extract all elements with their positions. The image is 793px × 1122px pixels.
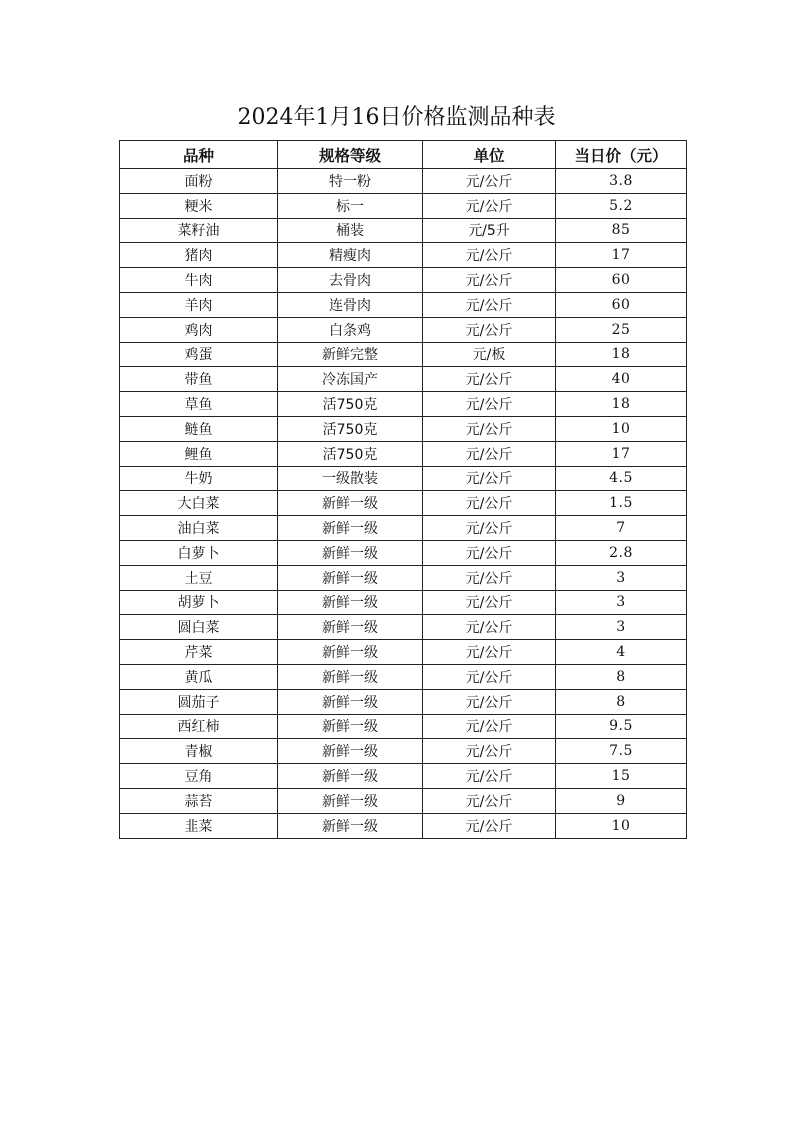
table-row (120, 466, 687, 491)
table-row (120, 169, 687, 194)
cell-grade: 活750克 (278, 416, 423, 441)
table-row (120, 441, 687, 466)
cell-price: 4.5 (556, 466, 687, 491)
table-row (120, 540, 687, 565)
cell-price: 10 (556, 813, 687, 838)
cell-unit: 元/公斤 (423, 268, 556, 293)
cell-grade: 白条鸡 (278, 317, 423, 342)
table-row (120, 218, 687, 243)
cell-unit: 元/公斤 (423, 169, 556, 194)
cell-price: 17 (556, 441, 687, 466)
cell-price: 60 (556, 292, 687, 317)
cell-grade: 活750克 (278, 441, 423, 466)
cell-grade: 一级散装 (278, 466, 423, 491)
cell-variety: 鸡蛋 (120, 342, 278, 367)
table-row (120, 193, 687, 218)
cell-variety: 胡萝卜 (120, 590, 278, 615)
header-row (120, 141, 687, 169)
cell-price: 9.5 (556, 714, 687, 739)
cell-variety: 鲤鱼 (120, 441, 278, 466)
cell-variety: 青椒 (120, 739, 278, 764)
cell-unit: 元/公斤 (423, 764, 556, 789)
cell-variety: 豆角 (120, 764, 278, 789)
cell-grade: 冷冻国产 (278, 367, 423, 392)
table-row (120, 516, 687, 541)
header-price: 当日价（元） (556, 141, 687, 169)
cell-unit: 元/公斤 (423, 466, 556, 491)
cell-grade: 特一粉 (278, 169, 423, 194)
cell-grade: 新鲜一级 (278, 664, 423, 689)
cell-price: 17 (556, 243, 687, 268)
cell-grade: 新鲜一级 (278, 714, 423, 739)
table-header (120, 141, 687, 169)
cell-unit: 元/公斤 (423, 813, 556, 838)
cell-unit: 元/公斤 (423, 664, 556, 689)
cell-grade: 新鲜一级 (278, 689, 423, 714)
cell-variety: 大白菜 (120, 491, 278, 516)
table-row (120, 689, 687, 714)
cell-price: 18 (556, 342, 687, 367)
cell-price: 3 (556, 565, 687, 590)
cell-variety: 粳米 (120, 193, 278, 218)
cell-price: 7.5 (556, 739, 687, 764)
header-variety: 品种 (120, 141, 278, 169)
table-row (120, 268, 687, 293)
table-row (120, 243, 687, 268)
cell-price: 40 (556, 367, 687, 392)
cell-price: 3 (556, 615, 687, 640)
table-row (120, 764, 687, 789)
cell-price: 2.8 (556, 540, 687, 565)
cell-unit: 元/公斤 (423, 292, 556, 317)
cell-unit: 元/5升 (423, 218, 556, 243)
cell-variety: 鸡肉 (120, 317, 278, 342)
cell-grade: 新鲜一级 (278, 565, 423, 590)
cell-unit: 元/公斤 (423, 615, 556, 640)
table-row (120, 788, 687, 813)
cell-variety: 圆茄子 (120, 689, 278, 714)
table-row (120, 292, 687, 317)
table-row (120, 565, 687, 590)
cell-grade: 新鲜完整 (278, 342, 423, 367)
cell-unit: 元/公斤 (423, 243, 556, 268)
cell-unit: 元/公斤 (423, 416, 556, 441)
cell-grade: 活750克 (278, 392, 423, 417)
cell-unit: 元/公斤 (423, 392, 556, 417)
cell-variety: 草鱼 (120, 392, 278, 417)
cell-price: 5.2 (556, 193, 687, 218)
cell-unit: 元/公斤 (423, 689, 556, 714)
cell-unit: 元/公斤 (423, 714, 556, 739)
cell-grade: 新鲜一级 (278, 764, 423, 789)
cell-unit: 元/公斤 (423, 788, 556, 813)
cell-unit: 元/板 (423, 342, 556, 367)
page-title: 2024年1月16日价格监测品种表 (237, 105, 556, 130)
cell-price: 60 (556, 268, 687, 293)
cell-unit: 元/公斤 (423, 516, 556, 541)
cell-price: 18 (556, 392, 687, 417)
cell-variety: 芹菜 (120, 640, 278, 665)
cell-variety: 油白菜 (120, 516, 278, 541)
cell-variety: 面粉 (120, 169, 278, 194)
cell-grade: 新鲜一级 (278, 491, 423, 516)
cell-unit: 元/公斤 (423, 590, 556, 615)
cell-unit: 元/公斤 (423, 193, 556, 218)
table-row (120, 664, 687, 689)
cell-grade: 标一 (278, 193, 423, 218)
cell-price: 85 (556, 218, 687, 243)
cell-grade: 新鲜一级 (278, 813, 423, 838)
cell-grade: 去骨肉 (278, 268, 423, 293)
table-row (120, 714, 687, 739)
table-row (120, 416, 687, 441)
cell-variety: 鲢鱼 (120, 416, 278, 441)
table-row (120, 367, 687, 392)
cell-unit: 元/公斤 (423, 441, 556, 466)
cell-unit: 元/公斤 (423, 317, 556, 342)
cell-price: 3.8 (556, 169, 687, 194)
cell-grade: 桶装 (278, 218, 423, 243)
cell-grade: 新鲜一级 (278, 640, 423, 665)
table-row (120, 615, 687, 640)
cell-variety: 白萝卜 (120, 540, 278, 565)
cell-grade: 新鲜一级 (278, 788, 423, 813)
cell-price: 15 (556, 764, 687, 789)
cell-grade: 新鲜一级 (278, 739, 423, 764)
cell-price: 8 (556, 664, 687, 689)
cell-unit: 元/公斤 (423, 565, 556, 590)
cell-price: 7 (556, 516, 687, 541)
cell-variety: 韭菜 (120, 813, 278, 838)
table-row (120, 813, 687, 838)
cell-variety: 猪肉 (120, 243, 278, 268)
table-row (120, 342, 687, 367)
cell-grade: 精瘦肉 (278, 243, 423, 268)
header-unit: 单位 (423, 141, 556, 169)
cell-grade: 新鲜一级 (278, 590, 423, 615)
table-row (120, 491, 687, 516)
price-monitoring-table (119, 140, 687, 839)
cell-variety: 牛奶 (120, 466, 278, 491)
cell-variety: 土豆 (120, 565, 278, 590)
header-grade: 规格等级 (278, 141, 423, 169)
cell-unit: 元/公斤 (423, 367, 556, 392)
cell-variety: 牛肉 (120, 268, 278, 293)
table-row (120, 392, 687, 417)
cell-variety: 西红柿 (120, 714, 278, 739)
cell-unit: 元/公斤 (423, 640, 556, 665)
table-row (120, 317, 687, 342)
cell-price: 9 (556, 788, 687, 813)
table-row (120, 640, 687, 665)
table-body (120, 169, 687, 839)
cell-price: 1.5 (556, 491, 687, 516)
cell-grade: 新鲜一级 (278, 540, 423, 565)
cell-variety: 羊肉 (120, 292, 278, 317)
cell-price: 4 (556, 640, 687, 665)
cell-grade: 连骨肉 (278, 292, 423, 317)
cell-variety: 黄瓜 (120, 664, 278, 689)
cell-price: 8 (556, 689, 687, 714)
table-row (120, 590, 687, 615)
table-row (120, 739, 687, 764)
cell-unit: 元/公斤 (423, 491, 556, 516)
cell-grade: 新鲜一级 (278, 516, 423, 541)
cell-variety: 带鱼 (120, 367, 278, 392)
cell-unit: 元/公斤 (423, 540, 556, 565)
cell-price: 10 (556, 416, 687, 441)
cell-grade: 新鲜一级 (278, 615, 423, 640)
cell-variety: 蒜苔 (120, 788, 278, 813)
cell-variety: 圆白菜 (120, 615, 278, 640)
cell-price: 3 (556, 590, 687, 615)
cell-variety: 菜籽油 (120, 218, 278, 243)
cell-price: 25 (556, 317, 687, 342)
cell-unit: 元/公斤 (423, 739, 556, 764)
